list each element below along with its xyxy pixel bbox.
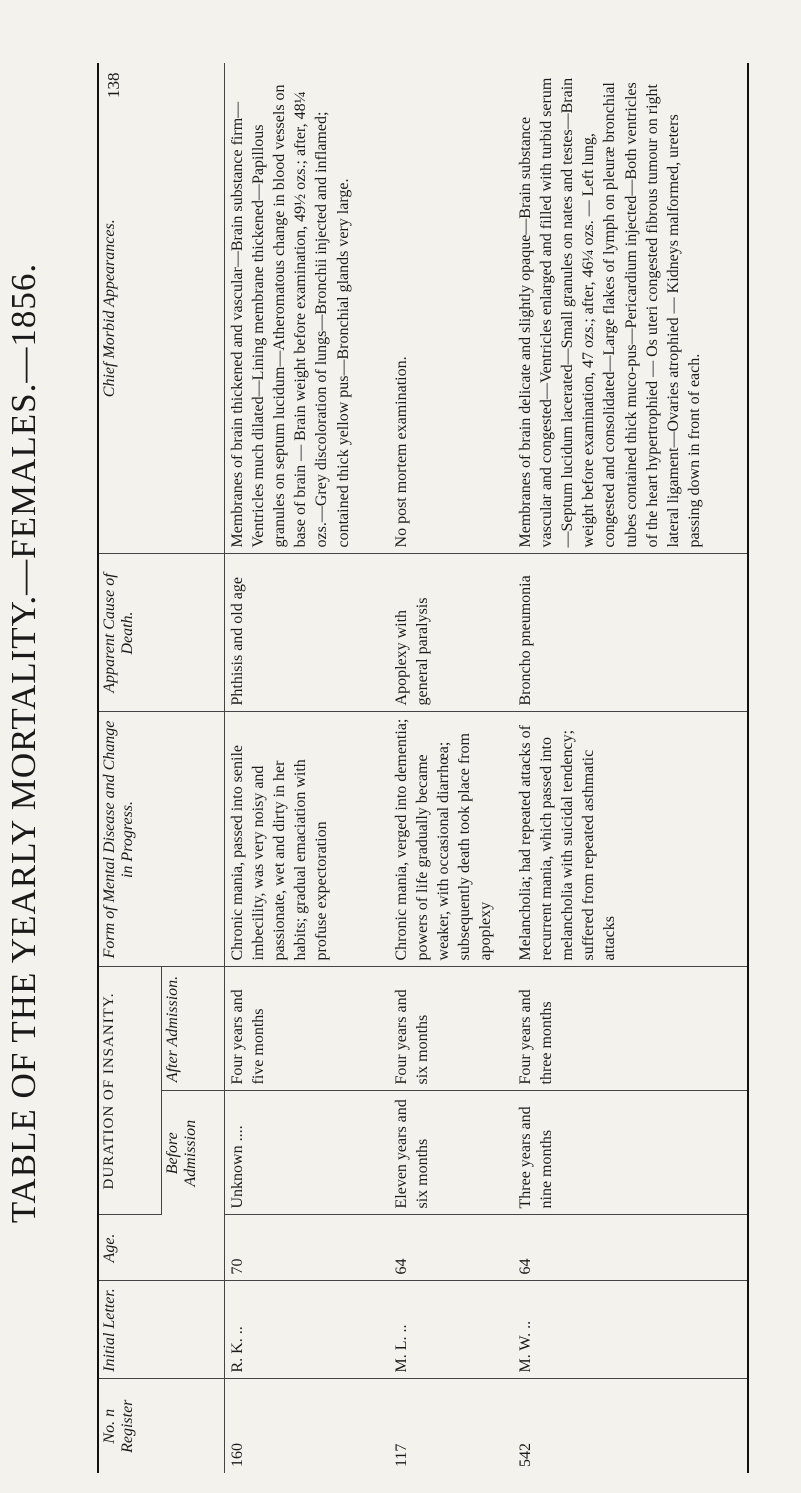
duration-after: Four years and six months — [389, 967, 513, 1091]
duration-before: Unknown .... — [225, 1091, 390, 1215]
age: 64 — [513, 1215, 748, 1281]
duration-before: Three years and nine months — [513, 1091, 748, 1215]
form-of-disease: Chronic mania, passed into senile imbecility, was very noisy and passionate, wet and dirty in her habits; gradual emaciation with profuse expectoration — [225, 712, 390, 967]
page-title: TABLE OF THE YEARLY MORTALITY.—FEMALES.—1856. — [4, 262, 43, 1224]
form-of-disease: Chronic mania, verged into dementia; powers of life gradually became weaker, with occasional diarrhœa; subsequently death took place from apoplexy — [389, 712, 513, 967]
morbid-appearances: Membranes of brain thickened and vascular—Brain substance firm—Ventricles much dilated—Lining membrane thickened—Papillous granules on septum lucidum—Atheromatous change in blood vessels on base of brain — Brain weight before examination, 49½ ozs.; after, 48¼ ozs.—Grey discoloration of lungs—Bronchii injected and inflamed; contained thick yellow pus—Bronchial glands very large. — [225, 63, 390, 554]
register-number: 117 — [393, 1443, 410, 1467]
header-initial-letter: Initial Letter. — [98, 1281, 225, 1379]
header-no-register: No. n Register — [98, 1379, 225, 1473]
morbid-appearances: No post mortem examination. — [389, 63, 513, 554]
table-row — [225, 63, 390, 1473]
header-duration-group: DURATION OF INSANITY. — [98, 967, 162, 1215]
cause-of-death: Broncho pneumonia — [513, 554, 748, 712]
header-morbid-appearances: Chief Morbid Appearances. — [98, 63, 225, 554]
header-after-admission: After Admission. — [162, 967, 225, 1091]
header-form-of-disease: Form of Mental Disease and Change in Progress. — [98, 712, 225, 967]
initial-letter: M. W. .. — [513, 1281, 748, 1379]
duration-after: Four years and three months — [513, 967, 748, 1091]
register-number: 160 — [229, 1443, 246, 1467]
table-row — [389, 63, 513, 1473]
form-of-disease: Melancholia; had repeated attacks of recurrent mania, which passed into melancholia with suicidal tendency; suffered from repeated asthmatic attacks — [513, 712, 748, 967]
age: 64 — [389, 1215, 513, 1281]
initial-letter: M. L. .. — [389, 1281, 513, 1379]
morbid-appearances: Membranes of brain delicate and slightly opaque—Brain substance vascular and congested—Ventricles enlarged and filled with turbid serum—Septum lucidum lacerated—Small granules on nates and testes—Brain weight before examination, 47 ozs.; after, 46¼ ozs. — Left lung, congested and consolidated—Large flakes of lymph on pleuræ bronchial tubes contained thick muco-pus—Pericardium injected—Both ventricles of the heart hypertrophied — Os uteri congested fibrous tumour on right lateral ligament—Ovaries atrophied — Kidneys malformed, ureters passing down in front of each. — [513, 63, 748, 554]
register-number: 542 — [517, 1443, 534, 1467]
duration-after: Four years and five months — [225, 967, 390, 1091]
header-cause-of-death: Apparent Cause of Death. — [98, 554, 225, 712]
age: 70 — [225, 1215, 390, 1281]
table-row — [513, 63, 748, 1473]
cause-of-death: Phthisis and old age — [225, 554, 390, 712]
mortality-table — [97, 63, 749, 1473]
cause-of-death: Apoplexy with general paralysis — [389, 554, 513, 712]
initial-letter: R. K. .. — [225, 1281, 390, 1379]
header-age: Age. — [98, 1215, 225, 1281]
header-before-admission: Before Admission — [162, 1091, 225, 1215]
page-number: 138 — [104, 72, 123, 98]
duration-before: Eleven years and six months — [389, 1091, 513, 1215]
